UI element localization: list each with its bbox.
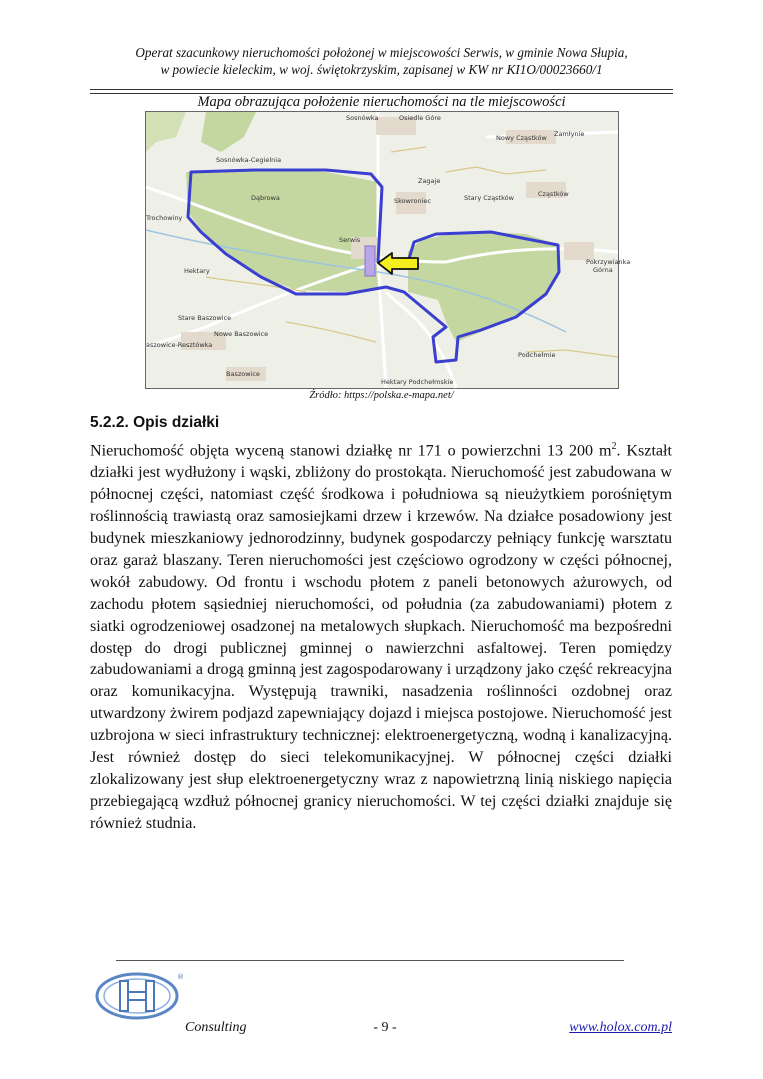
description-paragraph: [90, 436, 672, 835]
map-canvas: [146, 112, 631, 388]
map-label-sosnowka-cegielnia: Sosnówka-Cegielnia: [216, 156, 282, 164]
logo-registered-mark: ®: [177, 973, 184, 981]
area-unit-superscript: 2: [611, 441, 617, 452]
map-label-pokrzywianka: Pokrzywianka: [586, 258, 631, 266]
map-label-gorna: Górna: [593, 266, 613, 274]
map-label-podchelmie: Podchełmie: [518, 351, 556, 359]
map-label-serwis: Serwis: [339, 236, 361, 244]
map-label-zagaje: Zagaje: [418, 177, 441, 185]
map-label-zamlynie: Zamłynie: [554, 130, 585, 138]
map-label-nowe-baszowice: Nowe Baszowice: [214, 330, 269, 338]
footer-website-link[interactable]: www.holox.com.pl: [569, 1020, 672, 1035]
section-title: 5.2.2. Opis działki: [90, 414, 220, 431]
property-parcel: [365, 246, 375, 276]
map-label-czastkow: Cząstków: [538, 190, 569, 198]
map-label-stare-baszowice: Stare Baszowice: [178, 314, 232, 322]
page-number: - 9 -: [373, 1020, 397, 1035]
map-label-dabrowa: Dąbrowa: [251, 194, 280, 202]
document-header: [90, 44, 673, 78]
map-label-baszowice: Baszowice: [226, 370, 260, 378]
map-label-baszowice-resztowka: aszowice-Resztówka: [146, 341, 213, 349]
map-label-stary-czastkow: Stary Cząstków: [464, 194, 514, 202]
map-label-sosnowka: Sosnówka: [346, 114, 379, 122]
map-source: Źródło: https://polska.e-mapa.net/: [309, 390, 454, 401]
paragraph-start: Nieruchomość objęta wyceną stanowi działkę nr 171 o powierzchni 13 200 m: [90, 442, 612, 460]
map-label-skowroniec: Skowroniec: [394, 197, 431, 205]
footer-divider: [116, 960, 624, 961]
map-label-trochowiny: Trochowiny: [146, 214, 183, 222]
paragraph-rest: . Kształt działki jest wydłużony i wąski, zbliżony do prostokąta. Nieruchomość jest zabudowana w północnej części, natomiast część środkowa i południowa są nieużytkiem porośniętym roślinnością trawiastą oraz samosiejkami drzew i krzewów. Na działce posadowiony jest budynek mieszkaniowy jednorodzinny, budynek gospodarczy pełniący funkcję warsztatu oraz garaż blaszany. Teren nieruchomości jest częściowo ogrodzony w części północnej, wokół zabudowy. Od frontu i wschodu płotem z paneli betonowych ażurowych, od zachodu płotem sąsiedniej nieruchomości, od południa (za zabudowaniami) płotem z siatki ogrodzeniowej osadzonej na metalowych słupkach. Nieruchomość ma bezpośredni dostęp do drogi publicznej gminnej o nawierzchni asfaltowej. Teren pomiędzy zabudowaniami a drogą gminną jest zagospodarowany i urządzony jako część rekreacyjna oraz komunikacyjna. Występują trawniki, nasadzenia roślinności ozdobnej oraz utwardzony żwirem podjazd zapewniający dojazd i miejsca postojowe. Nieruchomość jest uzbrojona w sieci infrastruktury technicznej: elektroenergetyczną, wodną i kanalizacyjną. Jest również dostęp do sieci telekomunikacyjnej. W północnej części działki zlokalizowany jest słup elektroenergetyczny wraz z napowietrzną linią niskiego napięcia przebiegającą wzdłuż północnej granicy nieruchomości. W tej części działki znajduje się również studnia.: [90, 442, 672, 832]
map-caption: Mapa obrazująca położenie nieruchomości na tle miejscowości: [197, 94, 566, 110]
header-line-2: w powiecie kieleckim, w woj. świętokrzyskim, zapisanej w KW nr KI1O/00023660/1: [160, 62, 603, 77]
map-label-hektary: Hektary: [184, 267, 210, 275]
map-label-hektary-podchelmskie: Hektary Podchełmskie: [381, 378, 454, 386]
location-map: [145, 111, 631, 389]
footer-consulting: Consulting: [185, 1020, 247, 1035]
map-label-osiedle-gore: Osiedle Góre: [399, 114, 441, 122]
header-line-1: Operat szacunkowy nieruchomości położonej w miejscowości Serwis, w gminie Nowa Słupia,: [135, 45, 628, 60]
holox-logo: [95, 969, 185, 1021]
map-label-nowy-czastkow: Nowy Cząstków: [496, 134, 547, 142]
logo-graphic: [95, 969, 185, 1021]
section-body: [90, 436, 672, 835]
